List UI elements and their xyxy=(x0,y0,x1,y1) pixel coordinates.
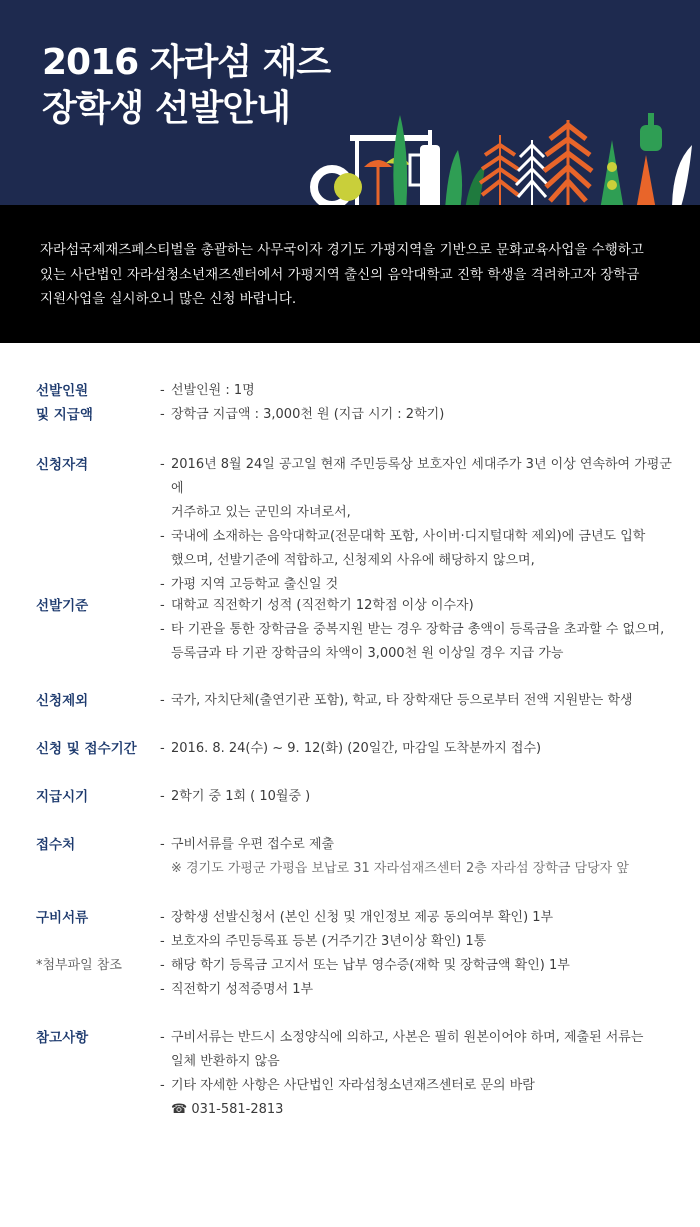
list-item: - 구비서류를 우편 접수로 제출 xyxy=(160,837,335,852)
section-label: 구비서류 xyxy=(36,910,89,926)
list-item: - 구비서류는 반드시 소정양식에 의하고, 사본은 필히 원본이어야 하며, 제출된 서류는 xyxy=(160,1030,644,1045)
list-item: - 2016. 8. 24(수) ~ 9. 12(화) (20일간, 마감일 도착분까지 접수) xyxy=(160,741,542,756)
section-label: 신청 및 접수기간 xyxy=(36,741,137,757)
list-item: - 2학기 중 1회 ( 10월중 ) xyxy=(160,789,311,804)
attachment-note: *첨부파일 참조 xyxy=(36,958,122,973)
section-items xyxy=(160,689,680,713)
list-item: - 대학교 직전학기 성적 (직전학기 12학점 이상 이수자) xyxy=(160,598,474,613)
contact-phone xyxy=(160,1098,680,1122)
page-title xyxy=(42,40,330,132)
section-label: 선발인원 xyxy=(36,383,89,399)
title-line-1: 2016 자라섬 재즈 xyxy=(42,42,331,83)
section-label: 및 지급액 xyxy=(36,407,93,423)
section-items xyxy=(160,737,680,761)
list-item-continued: 했으며, 선발기준에 적합하고, 신청제외 사유에 해당하지 않으며, xyxy=(171,553,535,568)
section-label: 지급시기 xyxy=(36,789,89,805)
section-items xyxy=(160,379,680,427)
list-item-continued: 일체 반환하지 않음 xyxy=(171,1054,280,1069)
list-item: - 선발인원 : 1명 xyxy=(160,383,255,398)
list-item: - 2016년 8월 24일 공고일 현재 주민등록상 보호자인 세대주가 3년 이상 연속하여 가평군에 xyxy=(160,457,672,496)
list-item: - 장학금 지급액 : 3,000천 원 (지급 시기 : 2학기) xyxy=(160,407,445,422)
intro-line: 지원사업을 실시하오니 많은 신청 바랍니다. xyxy=(40,291,297,307)
list-item: - 타 기관을 통한 장학금을 중복지원 받는 경우 장학금 총액이 등록금을 초과할 수 없으며, xyxy=(160,622,665,637)
intro-line: 있는 사단법인 자라섬청소년재즈센터에서 가평지역 출신의 음악대학교 진학 학생을 격려하고자 장학금 xyxy=(40,266,640,283)
list-item: - 국가, 자치단체(출연기관 포함), 학교, 타 장학재단 등으로부터 전액 지원받는 학생 xyxy=(160,693,633,708)
list-item: - 장학생 선발신청서 (본인 신청 및 개인정보 제공 동의여부 확인) 1부 xyxy=(160,910,554,925)
list-item: - 기타 자세한 사항은 사단법인 자라섬청소년재즈센터로 문의 바람 xyxy=(160,1078,535,1093)
section-label: 참고사항 xyxy=(36,1030,89,1046)
section-items xyxy=(160,453,680,597)
list-item: - 가평 지역 고등학교 출신일 것 xyxy=(160,577,339,592)
intro-paragraph xyxy=(0,205,700,343)
list-item: - 직전학기 성적증명서 1부 xyxy=(160,982,314,997)
jazz-plants-illustration xyxy=(300,95,700,205)
section-items xyxy=(160,833,680,881)
section-label: 선발기준 xyxy=(36,598,89,614)
section-items xyxy=(160,1026,680,1122)
header-banner xyxy=(0,0,700,205)
section-items xyxy=(160,594,680,666)
section-label: 접수처 xyxy=(36,837,76,853)
section-label: 신청자격 xyxy=(36,457,89,473)
intro-line: 자라섬국제재즈페스티벌을 총괄하는 사무국이자 경기도 가평지역을 기반으로 문화교육사업을 수행하고 xyxy=(40,242,644,258)
section-items xyxy=(160,785,680,809)
list-item-continued: 거주하고 있는 군민의 자녀로서, xyxy=(171,505,351,520)
section-label: 신청제외 xyxy=(36,693,89,709)
section-items xyxy=(160,906,680,1002)
list-item: - 해당 학기 등록금 고지서 또는 납부 영수증(재학 및 장학금액 확인) 1부 xyxy=(160,958,570,973)
phone-icon: ☎ xyxy=(171,1102,188,1117)
list-item: - 국내에 소재하는 음악대학교(전문대학 포함, 사이버·디지털대학 제외)에 금년도 입학 xyxy=(160,529,646,544)
phone-number: 031-581-2813 xyxy=(191,1102,284,1117)
list-item-continued: 등록금과 타 기관 장학금의 차액이 3,000천 원 이상일 경우 지급 가능 xyxy=(171,646,564,661)
list-item: - 보호자의 주민등록표 등본 (거주기간 3년이상 확인) 1통 xyxy=(160,934,487,949)
address-note: ※ 경기도 가평군 가평읍 보납로 31 자라섬재즈센터 2층 자라섬 장학금 담당자 앞 xyxy=(171,861,629,876)
title-line-2: 장학생 선발안내 xyxy=(42,88,290,129)
